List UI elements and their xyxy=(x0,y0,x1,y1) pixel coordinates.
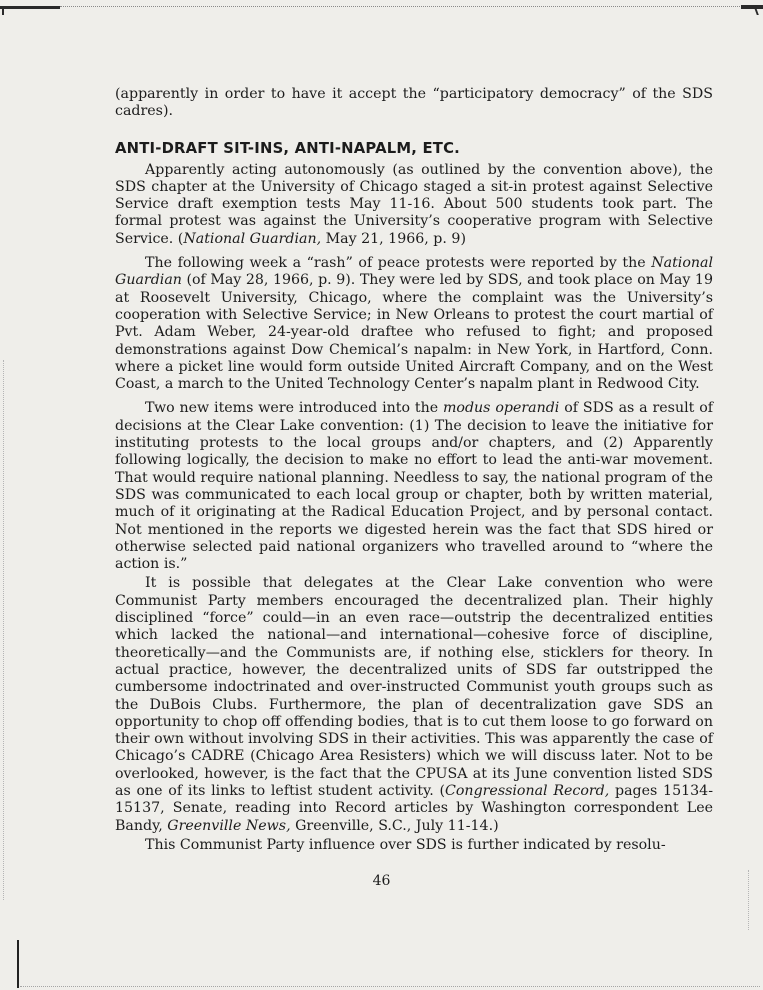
page-body xyxy=(115,86,713,854)
paragraph-1-text-b: May 21, 1966, p. 9) xyxy=(321,230,466,247)
paragraph-3 xyxy=(115,400,713,573)
scan-bottom-rule xyxy=(20,986,760,987)
section-heading: ANTI-DRAFT SIT-INS, ANTI-NAPALM, ETC. xyxy=(115,139,460,157)
scan-corner-left xyxy=(0,6,60,9)
paragraph-3-term: modus operandi xyxy=(442,400,560,417)
paragraph-3-text-a: Two new items were introduced into the xyxy=(145,400,443,417)
scan-left-dots xyxy=(3,360,4,900)
paragraph-1-text-a: Apparently acting autonomously (as outlined by the convention above), the SDS chapter at the University of Chicago staged a sit-in protest against Selective Service draft exemption tests May 11-16. About 500 students took part. The formal protest was against the University’s cooperative program with Selective Service. ( xyxy=(115,161,713,247)
paragraph-4-source-1: Congressional Record, xyxy=(445,782,610,799)
paragraph-4-source-2: Greenville News, xyxy=(167,817,291,834)
scan-corner-left-tick xyxy=(2,6,4,15)
paragraph-4-text-b: pages 15134-15137, Senate, reading into Record articles by Washington correspondent Lee Bandy, xyxy=(115,782,713,834)
paragraph-4-text-a: It is possible that delegates at the Clear Lake convention who were Communist Party members encouraged the decentralized plan. Their highly disciplined “force” could—in an even race—outstrip the decentralized entities which lacked the national—and international—cohesive force of discipline, theoretically—and the Communists are, if nothing else, sticklers for theory. In actual practice, however, the decentralized units of SDS far outstripped the cumbersome indoctrinated and over-instructed Communist youth groups such as the DuBois Clubs. Furthermore, the plan of decentralization gave SDS an opportunity to chop off offending bodies, that is to cut them loose to go forward on their own without involving SDS in their activities. This was apparently the case of Chicago’s CADRE (Chicago Area Resisters) which we will discuss later. Not to be overlooked, however, is the fact that the CPUSA at its June convention listed SDS as one of its links to leftist student activity. ( xyxy=(115,575,713,799)
paragraph-1 xyxy=(115,162,713,248)
intro-paragraph: (apparently in order to have it accept the “participatory democracy” of the SDS cadres). xyxy=(115,86,713,120)
paragraph-2 xyxy=(115,255,713,393)
paragraph-1-source: National Guardian, xyxy=(183,230,322,247)
paragraph-5: This Communist Party influence over SDS is further indicated by resolu- xyxy=(145,836,666,853)
paragraph-2-source: National Guardian xyxy=(115,255,713,289)
paragraph-3-text-b: of SDS as a result of decisions at the Clear Lake convention: (1) The decision to leave the initiative for instituting protests to the local groups and/or chapters, and (2) Apparently following logically, the decision to make no effort to lead the anti-war movement. That would require national planning. Needless to say, the national program of the SDS was communicated to each local group or chapter, both by written material, much of it originating at the Radical Education Project, and by personal contact. Not mentioned in the reports we digested herein was the fact that SDS hired or otherwise selected paid national organizers who travelled around to “where the action is.” xyxy=(115,400,713,573)
paragraph-2-text-b: (of May 28, 1966, p. 9). They were led by SDS, and took place on May 19 at Roosevelt University, Chicago, where the complaint was the University’s cooperation with Selective Service; in New Orleans to protest the court martial of Pvt. Adam Weber, 24-year-old draftee who refused to fight; and proposed demonstrations against Dow Chemical’s napalm: in New York, in Hartford, Conn. where a picket line would form outside United Aircraft Company, and on the West Coast, a march to the United Technology Center’s napalm plant in Redwood City. xyxy=(115,272,713,393)
scan-top-edge xyxy=(0,0,763,16)
page-number: 46 xyxy=(372,873,391,889)
paragraph-2-text-a: The following week a “rash” of peace protests were reported by the xyxy=(145,255,652,272)
scan-left-bar xyxy=(17,940,19,988)
paragraph-4-text-c: Greenville, S.C., July 11-14.) xyxy=(290,817,499,834)
paragraph-4 xyxy=(115,575,713,834)
scan-top-rule xyxy=(60,6,750,7)
